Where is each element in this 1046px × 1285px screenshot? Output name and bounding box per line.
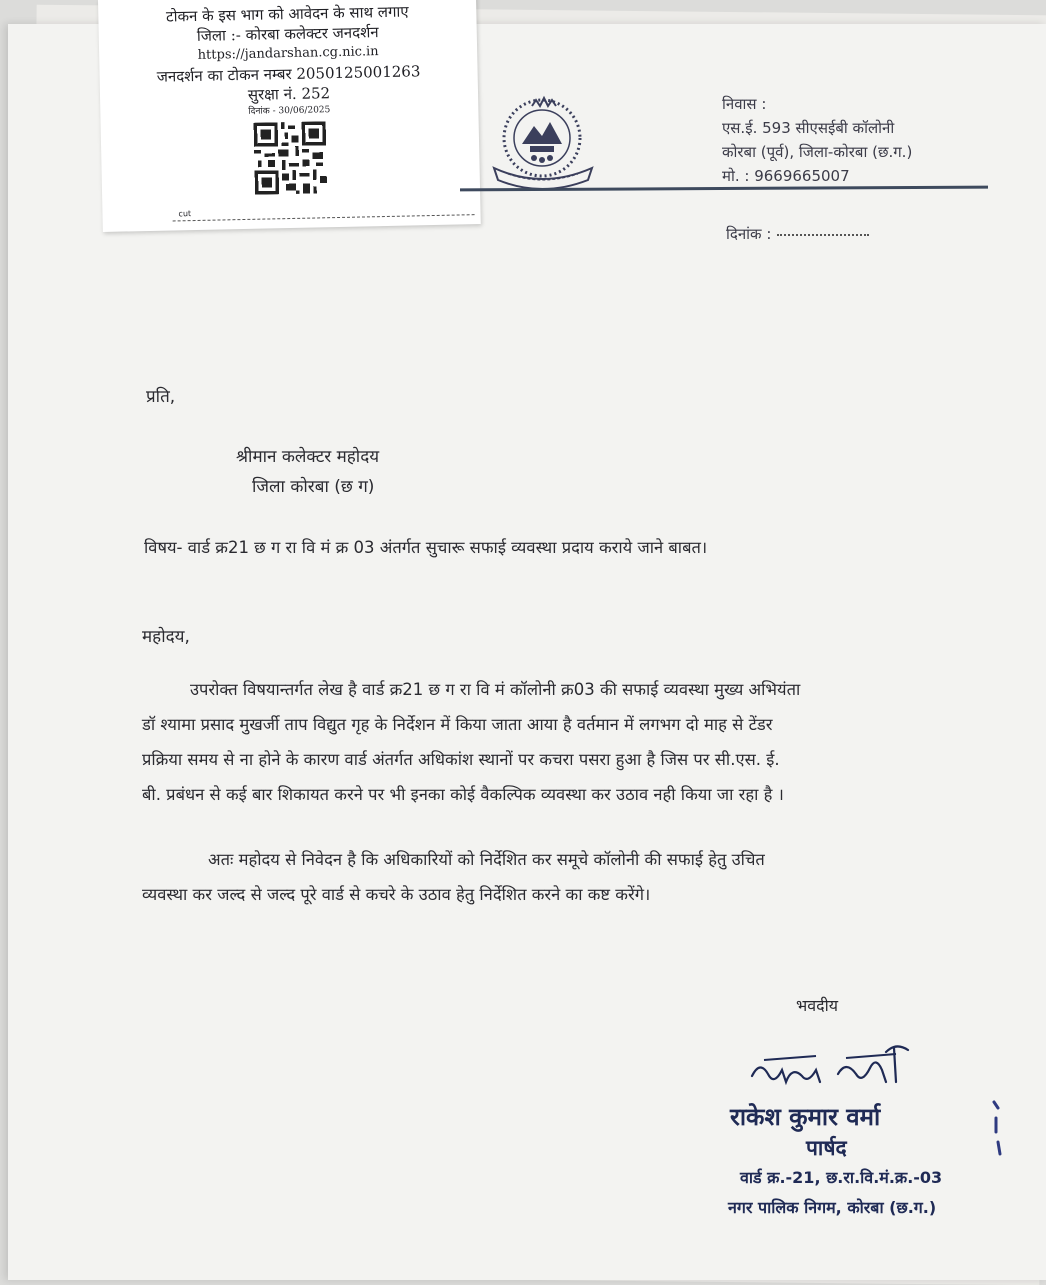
cut-line: cut <box>173 214 475 221</box>
address-line-1: एस.ई. 593 सीएसईबी कॉलोनी <box>722 119 895 137</box>
closing: भवदीय <box>796 996 839 1015</box>
recipient-title: श्रीमान कलेक्टर महोदय <box>236 447 380 467</box>
paragraph-2-line: व्यवस्था कर जल्द से जल्द पूरे वार्ड से कचरे के उठाव हेतु निर्देशित करने का कष्ट करेंगे। <box>142 885 651 904</box>
salutation: महोदय, <box>142 627 190 647</box>
address-label: निवास : <box>722 95 767 113</box>
paragraph-1-line: डॉ श्यामा प्रसाद मुखर्जी ताप विद्युत गृह के निर्देशन में किया जाता आया है वर्तमान में लगभग दो माह से टेंडर <box>142 715 773 734</box>
token-security-number: सुरक्षा नं. 252 <box>247 84 331 104</box>
subject-line: विषय- वार्ड क्र21 छ ग रा वि मं क्र 03 अंतर्गत सुचारू सफाई व्यवस्था प्रदाय कराये जाने बाबत। <box>144 538 708 557</box>
token-number: जनदर्शन का टोकन नम्बर 2050125001263 <box>156 62 421 86</box>
paragraph-1-line: उपरोक्त विषयान्तर्गत लेख है वार्ड क्र21 छ ग रा वि मं कॉलोनी क्र03 की सफाई व्यवस्था मुख्य अभियंता <box>190 680 801 699</box>
paragraph-1 <box>142 672 932 812</box>
phone-number: मो. : 9669665007 <box>722 167 850 185</box>
date-field <box>726 224 869 244</box>
date-blank <box>777 234 869 236</box>
paragraph-1-line: बी. प्रबंधन से कई बार शिकायत करने पर भी इनका कोई वैकल्पिक व्यवस्था कर उठाव नही किया जा रहा है । <box>142 785 784 804</box>
token-instruction: टोकन के इस भाग को आवेदन के साथ लगाए <box>165 2 409 26</box>
token-url: https://jandarshan.cg.nic.in <box>197 44 379 63</box>
letterhead-address <box>722 92 912 188</box>
recipient-district: जिला कोरबा (छ ग) <box>252 477 375 497</box>
paragraph-1-line: प्रक्रिया समय से ना होने के कारण वार्ड अंतर्गत अधिकांश स्थानों पर कचरा पसरा हुआ है जिस पर सी.एस. ई. <box>142 750 780 769</box>
prati-label: प्रति, <box>146 387 176 407</box>
token-slip <box>98 0 481 232</box>
signatory-ward: वार्ड क्र.-21, छ.रा.वि.मं.क्र.-03 <box>740 1168 943 1187</box>
address-line-2: कोरबा (पूर्व), जिला-कोरबा (छ.ग.) <box>722 143 913 161</box>
paragraph-2-line: अतः महोदय से निवेदन है कि अधिकारियों को निर्देशित कर समूचे कॉलोनी की सफाई हेतु उचित <box>208 850 765 869</box>
token-date: दिनांक - 30/06/2025 <box>248 105 331 117</box>
token-district: जिला :- कोरबा कलेक्टर जनदर्शन <box>196 23 379 45</box>
municipal-emblem-icon <box>488 86 600 198</box>
signatory-name: राकेश कुमार वर्मा <box>730 1103 881 1131</box>
date-label: दिनांक : <box>726 225 772 243</box>
paragraph-2 <box>142 842 932 912</box>
signatory-title: पार्षद <box>806 1136 847 1160</box>
ink-mark <box>990 1098 1004 1158</box>
qr-code-icon <box>252 121 329 195</box>
handwritten-signature <box>746 1030 916 1100</box>
signatory-corporation: नगर पालिक निगम, कोरबा (छ.ग.) <box>728 1198 937 1217</box>
